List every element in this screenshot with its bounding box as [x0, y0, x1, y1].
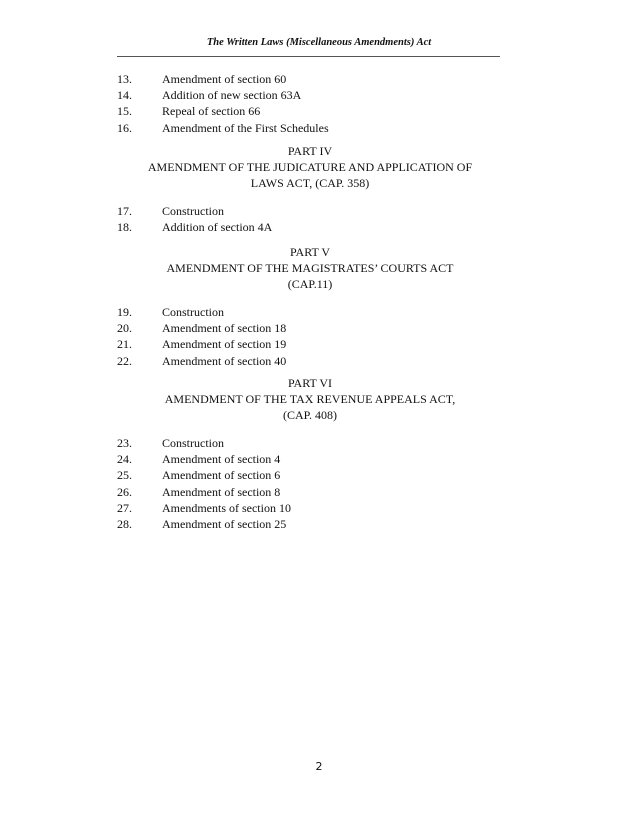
part-label: PART IV [287, 144, 333, 158]
toc-entry-number: 26. [117, 484, 132, 499]
toc-entry-title: Amendment of section 8 [162, 484, 281, 499]
toc-entry-number: 19. [117, 305, 132, 319]
part-iv-heading [117, 143, 503, 192]
toc-entry-number: 18. [117, 220, 132, 235]
toc-entry-title: Amendment of section 18 [162, 321, 287, 336]
page-number: 2 [315, 760, 323, 773]
toc-entry-title: Amendment of section 6 [162, 468, 281, 483]
toc-entry-title: Amendment of section 19 [162, 337, 287, 352]
toc-entry-number: 21. [117, 337, 132, 352]
toc-group-4 [117, 435, 507, 532]
part-title-line: (CAP. 408) [282, 408, 337, 423]
toc-entry-number: 22. [117, 353, 132, 368]
toc-group-2 [117, 203, 507, 235]
toc-entry [117, 203, 507, 219]
toc-entry [117, 484, 507, 500]
toc-group-3 [117, 304, 507, 369]
toc-entry-number: 16. [117, 120, 132, 135]
toc-entry [117, 451, 507, 467]
toc-entry-title: Construction [162, 305, 224, 319]
part-title-line: LAWS ACT, (CAP. 358) [250, 176, 370, 191]
toc-entry [117, 219, 507, 235]
toc-entry-title: Amendment of the First Schedules [162, 120, 329, 135]
toc-entry-number: 27. [117, 500, 132, 515]
header-rule [117, 56, 500, 57]
running-header: The Written Laws (Miscellaneous Amendments) Act [206, 37, 432, 48]
toc-entry-number: 25. [117, 468, 132, 483]
toc-entry-number: 23. [117, 436, 132, 450]
toc-entry-title: Amendment of section 25 [162, 516, 287, 531]
toc-entry-number: 15. [117, 104, 132, 119]
part-title-line: AMENDMENT OF THE TAX REVENUE APPEALS ACT, [164, 392, 456, 407]
toc-entry-title: Repeal of section 66 [162, 104, 261, 119]
part-label: PART V [289, 245, 331, 259]
toc-entry-title: Construction [162, 204, 224, 218]
toc-entry [117, 435, 507, 451]
part-title-line: (CAP.11) [287, 277, 333, 292]
toc-entry [117, 353, 507, 369]
toc-entry-number: 20. [117, 321, 132, 336]
toc-entry [117, 103, 507, 119]
toc-entry [117, 467, 507, 483]
toc-group-1 [117, 71, 507, 136]
toc-entry-title: Construction [162, 436, 224, 450]
toc-entry-title: Amendments of section 10 [162, 500, 291, 515]
toc-entry [117, 71, 507, 87]
toc-entry-title: Addition of section 4A [162, 220, 273, 235]
toc-entry [117, 304, 507, 320]
toc-entry-title: Amendment of section 60 [162, 72, 287, 86]
toc-entry [117, 336, 507, 352]
toc-entry [117, 516, 507, 532]
toc-entry-number: 17. [117, 204, 132, 218]
part-vi-heading [117, 375, 503, 424]
toc-entry-number: 28. [117, 516, 132, 531]
toc-entry [117, 120, 507, 136]
part-label: PART VI [287, 376, 333, 390]
toc-entry-title: Amendment of section 4 [162, 452, 281, 467]
toc-entry-title: Amendment of section 40 [162, 353, 287, 368]
toc-entry [117, 320, 507, 336]
toc-entry-title: Addition of new section 63A [162, 88, 302, 103]
toc-entry [117, 500, 507, 516]
part-title-line: AMENDMENT OF THE JUDICATURE AND APPLICATION OF [147, 160, 473, 175]
part-v-heading [117, 244, 503, 293]
toc-entry-number: 13. [117, 72, 132, 86]
toc-entry [117, 87, 507, 103]
toc-entry-number: 24. [117, 452, 132, 467]
part-title-line: AMENDMENT OF THE MAGISTRATES’ COURTS ACT [166, 261, 454, 276]
toc-entry-number: 14. [117, 88, 132, 103]
